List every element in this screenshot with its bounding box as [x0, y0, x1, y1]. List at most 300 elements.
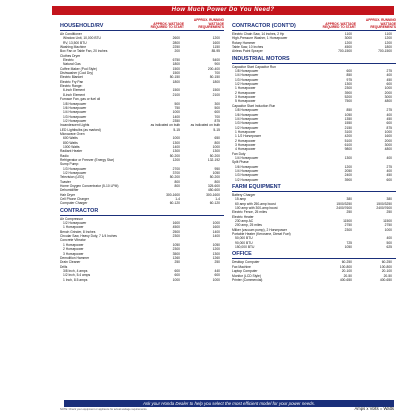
running-watts: 600	[386, 177, 392, 182]
appliance-name: 1 1/2 Horsepower	[235, 134, 262, 139]
appliance-name: Cell Phone Charger	[60, 197, 89, 202]
starting-watts: 60-120	[169, 201, 180, 206]
section-header-farm-equipment	[232, 184, 396, 192]
running-watts: 1000	[384, 86, 392, 91]
appliance-name: Capacitor Start Capacitor Run	[232, 64, 276, 69]
running-watts: 1300	[212, 251, 220, 256]
appliance-name: Desktop Computer	[232, 260, 260, 265]
section-header-household-rv	[60, 18, 224, 31]
starting-watts: 4500	[344, 45, 352, 50]
running-watts: 1600	[212, 225, 220, 230]
running-watts: 100-800	[379, 264, 392, 269]
appliance-name: 100 amp with 300-amp boost	[235, 206, 278, 211]
running-watts: 450-600	[207, 188, 220, 193]
appliance-name: Toaster	[60, 179, 71, 184]
running-watts: 1400	[212, 234, 220, 239]
starting-watts: 2800	[172, 40, 180, 45]
footnote: NOTE: Check your equipment or appliance for actual wattage requirements.	[60, 408, 148, 411]
appliance-name: 1/6 Horsepower	[235, 112, 259, 117]
starting-watts: 20-100	[341, 269, 352, 274]
starting-watts: 1500/3250	[336, 201, 352, 206]
running-watts: 450	[386, 77, 392, 82]
running-watts: 11500	[383, 219, 392, 224]
running-watts: 20-100	[381, 269, 392, 274]
starting-watts: 1000	[172, 136, 180, 141]
starting-watts: 250	[174, 260, 180, 265]
starting-watts: 20-50	[343, 273, 352, 278]
starting-watts: 2400	[344, 173, 352, 178]
appliance-name: Radio	[60, 153, 69, 158]
starting-watts: 1000	[172, 277, 180, 282]
section-title: OFFICE	[232, 251, 252, 258]
appliance-name: 1/4 Horsepower	[235, 73, 259, 78]
appliance-name: Battery Charger	[232, 193, 256, 197]
appliance-name: Washing Machine	[60, 45, 87, 50]
table-row	[232, 49, 396, 53]
starting-watts: 800	[174, 184, 180, 189]
running-watts: 1500	[212, 88, 220, 93]
running-watts: 4800	[384, 147, 392, 152]
running-watts: 1150	[212, 45, 220, 50]
appliance-name: Laptop Computer	[232, 269, 258, 274]
running-watts: 900	[214, 62, 220, 67]
appliance-name: Refrigerator or Freezer (Energy Star)	[60, 157, 115, 162]
starting-watts: 3100	[344, 129, 352, 134]
appliance-name: Concrete Vibrator	[60, 238, 86, 243]
running-watts: 650	[214, 136, 220, 141]
starting-watts: 2300	[172, 234, 180, 239]
starting-watts: 2300	[344, 227, 352, 232]
appliance-name: 1/6 Horsepower	[235, 164, 259, 169]
starting-watts: 400-650	[339, 277, 352, 282]
starting-watts: 2150	[344, 125, 352, 130]
table-row	[232, 178, 396, 182]
appliance-name: Electric Fence, 25 miles	[232, 210, 267, 215]
running-watts: 380	[386, 197, 392, 202]
starting-watts: 600	[174, 273, 180, 278]
appliance-name: 800 Watts	[63, 140, 78, 145]
appliance-name: Electric Blanket	[60, 75, 83, 80]
running-watts: 2000	[384, 138, 392, 143]
starting-watts: 1050	[172, 242, 180, 247]
section-title: CONTRACTOR (CONT'D)	[232, 23, 296, 29]
running-watts: 400	[386, 155, 392, 160]
running-watts: 1050	[212, 242, 220, 247]
appliance-name: 5 Horsepower	[235, 99, 256, 104]
starting-wattage-header: APPROX. WATTAGE REQUIRED TO START	[322, 21, 356, 30]
appliance-name: 1000 Watts	[63, 144, 80, 149]
appliance-name: Coffee Maker (Pod Style)	[60, 66, 97, 71]
running-watts: 1800	[212, 79, 220, 84]
table-row	[232, 245, 396, 249]
starting-watts: as indicated on bulb	[150, 123, 180, 128]
starting-watts: 3900	[344, 177, 352, 182]
appliance-name: Home Oxygen Concentrator (5-10 LPM)	[60, 184, 119, 189]
appliance-name: Demolition Hammer	[60, 255, 90, 260]
starting-watts: 100-800	[339, 264, 352, 269]
appliance-name: Airless Paint Sprayer	[232, 49, 263, 54]
running-watts: 500	[214, 105, 220, 110]
running-watts: 1400	[212, 229, 220, 234]
running-watts: 1800	[384, 45, 392, 50]
starting-watts: 700-1500	[338, 49, 352, 54]
appliance-name: 1/3 Horsepower	[235, 173, 259, 178]
running-watts: 1050	[212, 171, 220, 175]
starting-watts: 5100	[344, 138, 352, 143]
starting-watts: 1300	[344, 82, 352, 87]
appliance-name: 150,000 BTU	[235, 245, 255, 250]
running-watts: 300	[214, 101, 220, 106]
appliance-name: 1/4 Horsepower	[235, 155, 259, 160]
appliance-name: Capacitor Start Induction Run	[232, 103, 276, 108]
starting-watts: 2300	[172, 247, 180, 252]
running-watts: 800	[214, 140, 220, 145]
starting-watts: 6750	[172, 58, 180, 63]
appliance-name: 1/8 Horsepower	[63, 101, 87, 106]
appliance-name: 1/2 Horsepower	[235, 82, 259, 87]
starting-watts: 7500	[344, 99, 352, 104]
running-watts: 20-50	[383, 273, 392, 278]
starting-watts: 1200	[172, 157, 180, 162]
starting-watts: 1200	[344, 164, 352, 169]
running-watts: 4800	[384, 99, 392, 104]
starting-watts: 2300	[344, 86, 352, 91]
starting-watts: 1200	[344, 40, 352, 45]
running-watts: 1000	[384, 227, 392, 232]
starting-watts: 3000	[344, 36, 352, 41]
starting-watts: 50-150	[169, 75, 180, 80]
running-watts: 325-600	[207, 184, 220, 189]
running-wattage-header: APPROX. RUNNING WATTAGE REQUIREMENTS	[193, 18, 224, 30]
starting-watts: 6100	[344, 142, 352, 147]
running-watts: 5400	[212, 58, 220, 63]
running-watts: 625	[386, 245, 392, 250]
appliance-name: Bench Grinder, 8 Inches	[60, 229, 96, 234]
formula-text: Amps x Volts = Watts	[354, 406, 394, 411]
running-watts: 600	[386, 121, 392, 126]
running-watts: 200-400	[207, 66, 220, 71]
appliance-name: 1/3 Horsepower	[63, 114, 87, 119]
starting-wattage-header: APPROX. WATTAGE REQUIRED TO START	[150, 21, 184, 30]
starting-watts: 750	[174, 105, 180, 110]
table-row	[232, 278, 396, 282]
running-watts: 250	[214, 260, 220, 265]
running-watts: 700	[214, 114, 220, 119]
appliance-name: High-Pressure Washer, 1 Horsepower	[232, 36, 288, 41]
appliance-name: 1 Horsepower	[63, 225, 84, 230]
running-watts: 1000	[212, 221, 220, 226]
running-watts: 1200	[384, 36, 392, 41]
starting-watts: 1500	[172, 88, 180, 93]
appliance-name: 1/8 Horsepower	[235, 69, 259, 74]
starting-watts: 600	[174, 268, 180, 273]
section-header-contractor-cont-d	[232, 18, 396, 31]
appliance-name: Circular Saw, Heavy Duty, 7 1/4 Inches	[60, 234, 117, 239]
appliance-name: 230 amp AC	[235, 219, 254, 224]
appliance-name: Air Conditioner	[60, 32, 82, 36]
starting-watts: 1050	[344, 245, 352, 250]
appliance-name: 2 Horsepower	[235, 138, 256, 143]
running-watts: 2400/7600	[376, 206, 392, 211]
running-watts: 1000	[384, 129, 392, 134]
appliance-name: Printer (Commercial)	[232, 277, 263, 282]
starting-watts: 1500	[172, 71, 180, 76]
running-watts: 400-650	[379, 277, 392, 282]
running-watts: 250	[386, 210, 392, 215]
appliance-name: 60 amp with 250-amp boost	[235, 201, 276, 206]
starting-watts: 850	[346, 73, 352, 78]
starting-watts: 5200	[344, 95, 352, 100]
starting-watts: 9800	[344, 147, 352, 152]
running-wattage-header: APPROX. RUNNING WATTAGE REQUIREMENTS	[365, 18, 396, 30]
starting-watts: 600	[346, 69, 352, 74]
section-title: INDUSTRIAL MOTORS	[232, 55, 290, 62]
appliance-name: Computer Charger	[60, 201, 88, 206]
running-watts: 275	[386, 164, 392, 169]
starting-watts: 5-15	[173, 127, 180, 132]
starting-watts: 1600	[172, 221, 180, 226]
running-watts: 275	[386, 108, 392, 113]
starting-watts: 2500	[172, 229, 180, 234]
starting-watts: 2050	[344, 168, 352, 173]
appliance-name: 15 amp	[235, 197, 246, 202]
appliance-name: 3 Horsepower	[63, 251, 84, 256]
appliance-name: 1/3 Horsepower	[235, 121, 259, 126]
running-watts: 132-192	[207, 157, 220, 162]
appliance-name: 1/8 Horsepower	[235, 108, 259, 113]
appliance-name: Drills	[60, 264, 68, 269]
running-watts: 60-250	[381, 260, 392, 265]
running-watts: 1260	[212, 255, 220, 260]
starting-watts: 1050	[344, 112, 352, 117]
running-watts: 500	[386, 240, 392, 245]
running-watts: 50-200	[209, 175, 220, 180]
appliance-name: 3 Horsepower	[235, 95, 256, 100]
appliance-name: 1/2 Horsepower	[235, 125, 259, 130]
running-watts: 50-150	[209, 75, 220, 80]
appliance-name: Incandescent Lights	[60, 123, 90, 128]
appliance-name: 1/3 Horsepower	[63, 166, 87, 171]
appliance-name: 1 Horsepower	[235, 86, 256, 91]
running-watts: 440	[214, 268, 220, 273]
appliance-name: Window Unit, 10,000 BTU	[63, 36, 101, 41]
section-header-office	[232, 251, 396, 259]
appliance-name: 1/2 Inch, 5.4 amps	[63, 273, 91, 278]
starting-watts: 1-4	[175, 197, 180, 202]
table-row	[60, 278, 224, 282]
starting-watts: 2350	[172, 118, 180, 123]
appliance-name: 8-inch Element	[63, 92, 85, 97]
appliance-name: 1/2 Horsepower	[63, 221, 87, 226]
appliance-name: Hair Dryer	[60, 192, 76, 197]
appliance-name: 1/4 Horsepower	[63, 110, 87, 115]
starting-watts: 1350	[344, 116, 352, 121]
appliance-name: Split Phase	[232, 160, 249, 165]
starting-watts: 1500	[172, 66, 180, 71]
running-watts: 1200	[384, 40, 392, 45]
starting-watts: 11500	[343, 219, 352, 224]
table-row	[60, 201, 224, 205]
appliance-name: 90,000 BTU	[235, 240, 253, 245]
appliance-name: Rotary Hammer	[232, 40, 256, 45]
running-watts: 275	[386, 69, 392, 74]
dealer-banner: Ask your Honda Dealer to help you select the most efficient model for your power needs.	[64, 400, 394, 407]
starting-watts: 1400	[172, 114, 180, 119]
starting-watts: 4500	[172, 225, 180, 230]
appliance-name: 50,000 BTU	[235, 236, 253, 241]
appliance-name: Natural Gas	[63, 62, 81, 67]
appliance-name: Electric Heater	[232, 214, 254, 219]
section-header-industrial-motors	[232, 56, 396, 64]
running-watts: 950	[214, 166, 220, 171]
appliance-name: 1/3 Horsepower	[235, 77, 259, 82]
appliance-name: Radiant Heater	[60, 149, 83, 154]
running-watts: 700	[214, 71, 220, 76]
starting-watts: 1400	[172, 144, 180, 149]
running-watts: 1200	[212, 36, 220, 41]
appliance-name: Box Fan or Table Fan, 20 inches	[60, 49, 108, 54]
running-watts: 300-1600	[206, 192, 220, 197]
section-title: HOUSEHOLD/RV	[60, 23, 104, 29]
appliance-name: 1 Horsepower	[63, 242, 84, 247]
starting-watts: 1800	[172, 62, 180, 67]
starting-watts: 60-250	[341, 260, 352, 265]
running-watts: 5-15	[213, 127, 220, 132]
starting-watts: 2750	[344, 223, 352, 228]
running-watts: 600	[214, 273, 220, 278]
running-watts: 2750	[384, 223, 392, 228]
appliance-name: 1/4 Horsepower	[235, 168, 259, 173]
starting-watts: 1300	[172, 149, 180, 154]
running-watts: 1000	[212, 144, 220, 149]
appliance-name: Milker (vacuum pump), 2 Horsepower	[232, 227, 287, 232]
appliance-name: LED Lightbulbs (as marked)	[60, 127, 101, 132]
appliance-name: Dishwasher (Cool Dry)	[60, 71, 94, 76]
starting-watts: 1100	[344, 32, 352, 36]
starting-watts: 1300	[344, 155, 352, 160]
starting-watts: 1300	[172, 140, 180, 145]
appliance-name: 1/2 Horsepower	[63, 171, 87, 175]
starting-watts: 3500	[172, 251, 180, 256]
running-watts: 875	[214, 118, 220, 123]
running-watts: 400	[386, 236, 392, 241]
starting-watts: 800	[174, 179, 180, 184]
running-watts: 1500/3250	[376, 201, 392, 206]
running-watts: 400	[386, 73, 392, 78]
appliance-name: 4 Horsepower	[235, 147, 256, 152]
appliance-name: Electric	[63, 58, 74, 63]
appliance-name: Electric Chain Saw, 14 inches, 2 Hp	[232, 32, 285, 36]
appliance-name: Electric Fry Pan	[60, 79, 84, 84]
starting-watts: 2100	[172, 92, 180, 97]
appliance-name: Air Compressor	[60, 216, 83, 221]
appliance-name: 1/4 Horsepower	[235, 116, 259, 121]
starting-watts: 380	[346, 197, 352, 202]
running-watts: 1100	[384, 32, 392, 36]
appliance-name: Dehumidifier	[60, 188, 79, 193]
appliance-name: 2 Horsepower	[235, 90, 256, 95]
appliance-name: Monitor (LCD Style)	[232, 273, 261, 278]
appliance-name: Fan Duty	[232, 151, 246, 156]
appliance-name: Electric Range:	[60, 84, 83, 89]
starting-watts: 850	[346, 108, 352, 113]
starting-watts: 3700	[172, 171, 180, 175]
section-header-contractor	[60, 208, 224, 216]
starting-watts: 1800	[172, 79, 180, 84]
running-watts: 1000	[212, 277, 220, 282]
running-watts: 450	[386, 173, 392, 178]
running-watts: 60-120	[209, 201, 220, 206]
starting-watts: 200	[174, 49, 180, 54]
running-watts: 1600	[212, 40, 220, 45]
starting-watts: 725	[346, 240, 352, 245]
section-title: FARM EQUIPMENT	[232, 184, 281, 190]
starting-watts: 250	[346, 210, 352, 215]
appliance-name: Clothes Dryer	[60, 53, 81, 58]
starting-watts: 50-200	[169, 175, 180, 180]
appliance-name: Drain Cleaner	[60, 260, 81, 265]
running-watts: 400	[386, 168, 392, 173]
running-watts: 400	[386, 112, 392, 117]
running-watts: 50-200	[209, 153, 220, 158]
running-watts: 600	[386, 82, 392, 87]
appliance-name: Microwave Oven	[60, 131, 85, 136]
running-watts: 450	[386, 116, 392, 121]
appliance-name: 3/8 Inch, 4 amps	[63, 268, 88, 273]
appliance-name: Portable Heater (Kerosene, Diesel Fuel)	[232, 232, 291, 237]
appliance-name: 1/2 Horsepower	[63, 118, 87, 123]
appliance-name: 3 Horsepower	[235, 142, 256, 147]
running-watts: 1200	[212, 247, 220, 252]
running-watts: 1600	[384, 134, 392, 139]
running-watts: as indicated on bulb	[190, 123, 220, 128]
starting-watts: 1000	[172, 110, 180, 115]
running-watts: 85-95	[211, 49, 220, 54]
appliance-name: 600 Watts	[63, 136, 78, 141]
starting-watts: 1550	[344, 121, 352, 126]
section-title: CONTRACTOR	[60, 207, 99, 214]
starting-watts: 2400/7600	[336, 206, 352, 211]
running-watts: 1300	[212, 149, 220, 154]
appliance-name: Sump Pump:	[60, 162, 80, 167]
appliance-name: Fax Machine	[232, 264, 251, 269]
running-watts: 3000	[384, 95, 392, 100]
right-column	[232, 18, 396, 282]
appliance-name: 1/6 Horsepower	[63, 105, 87, 110]
appliance-name: Table Saw, 10 Inches	[232, 45, 264, 50]
running-watts: 3000	[384, 142, 392, 147]
starting-watts: 1260	[172, 255, 180, 260]
running-watts: 2000	[384, 90, 392, 95]
running-watts: 600	[214, 110, 220, 115]
running-watts: 2100	[212, 92, 220, 97]
running-watts: 875	[386, 125, 392, 130]
appliance-name: 2 Horsepower	[63, 247, 84, 252]
starting-watts: 500	[174, 101, 180, 106]
page-title: How Much Power Do You Need?	[52, 6, 394, 15]
appliance-name: 1 Inch, 8.5 amps	[63, 277, 88, 282]
appliance-name: 200 amp, 25 miles	[235, 223, 262, 228]
left-column	[60, 18, 224, 282]
starting-watts: 2250	[172, 45, 180, 50]
running-watts: 800	[214, 179, 220, 184]
starting-watts: 2700	[172, 166, 180, 171]
starting-watts: 3900	[344, 90, 352, 95]
running-watts: 700-1500	[378, 49, 392, 54]
starting-watts: 4200	[344, 134, 352, 139]
starting-watts: 50-200	[169, 153, 180, 158]
appliance-name: RV, 13,500 BTU	[63, 40, 87, 45]
